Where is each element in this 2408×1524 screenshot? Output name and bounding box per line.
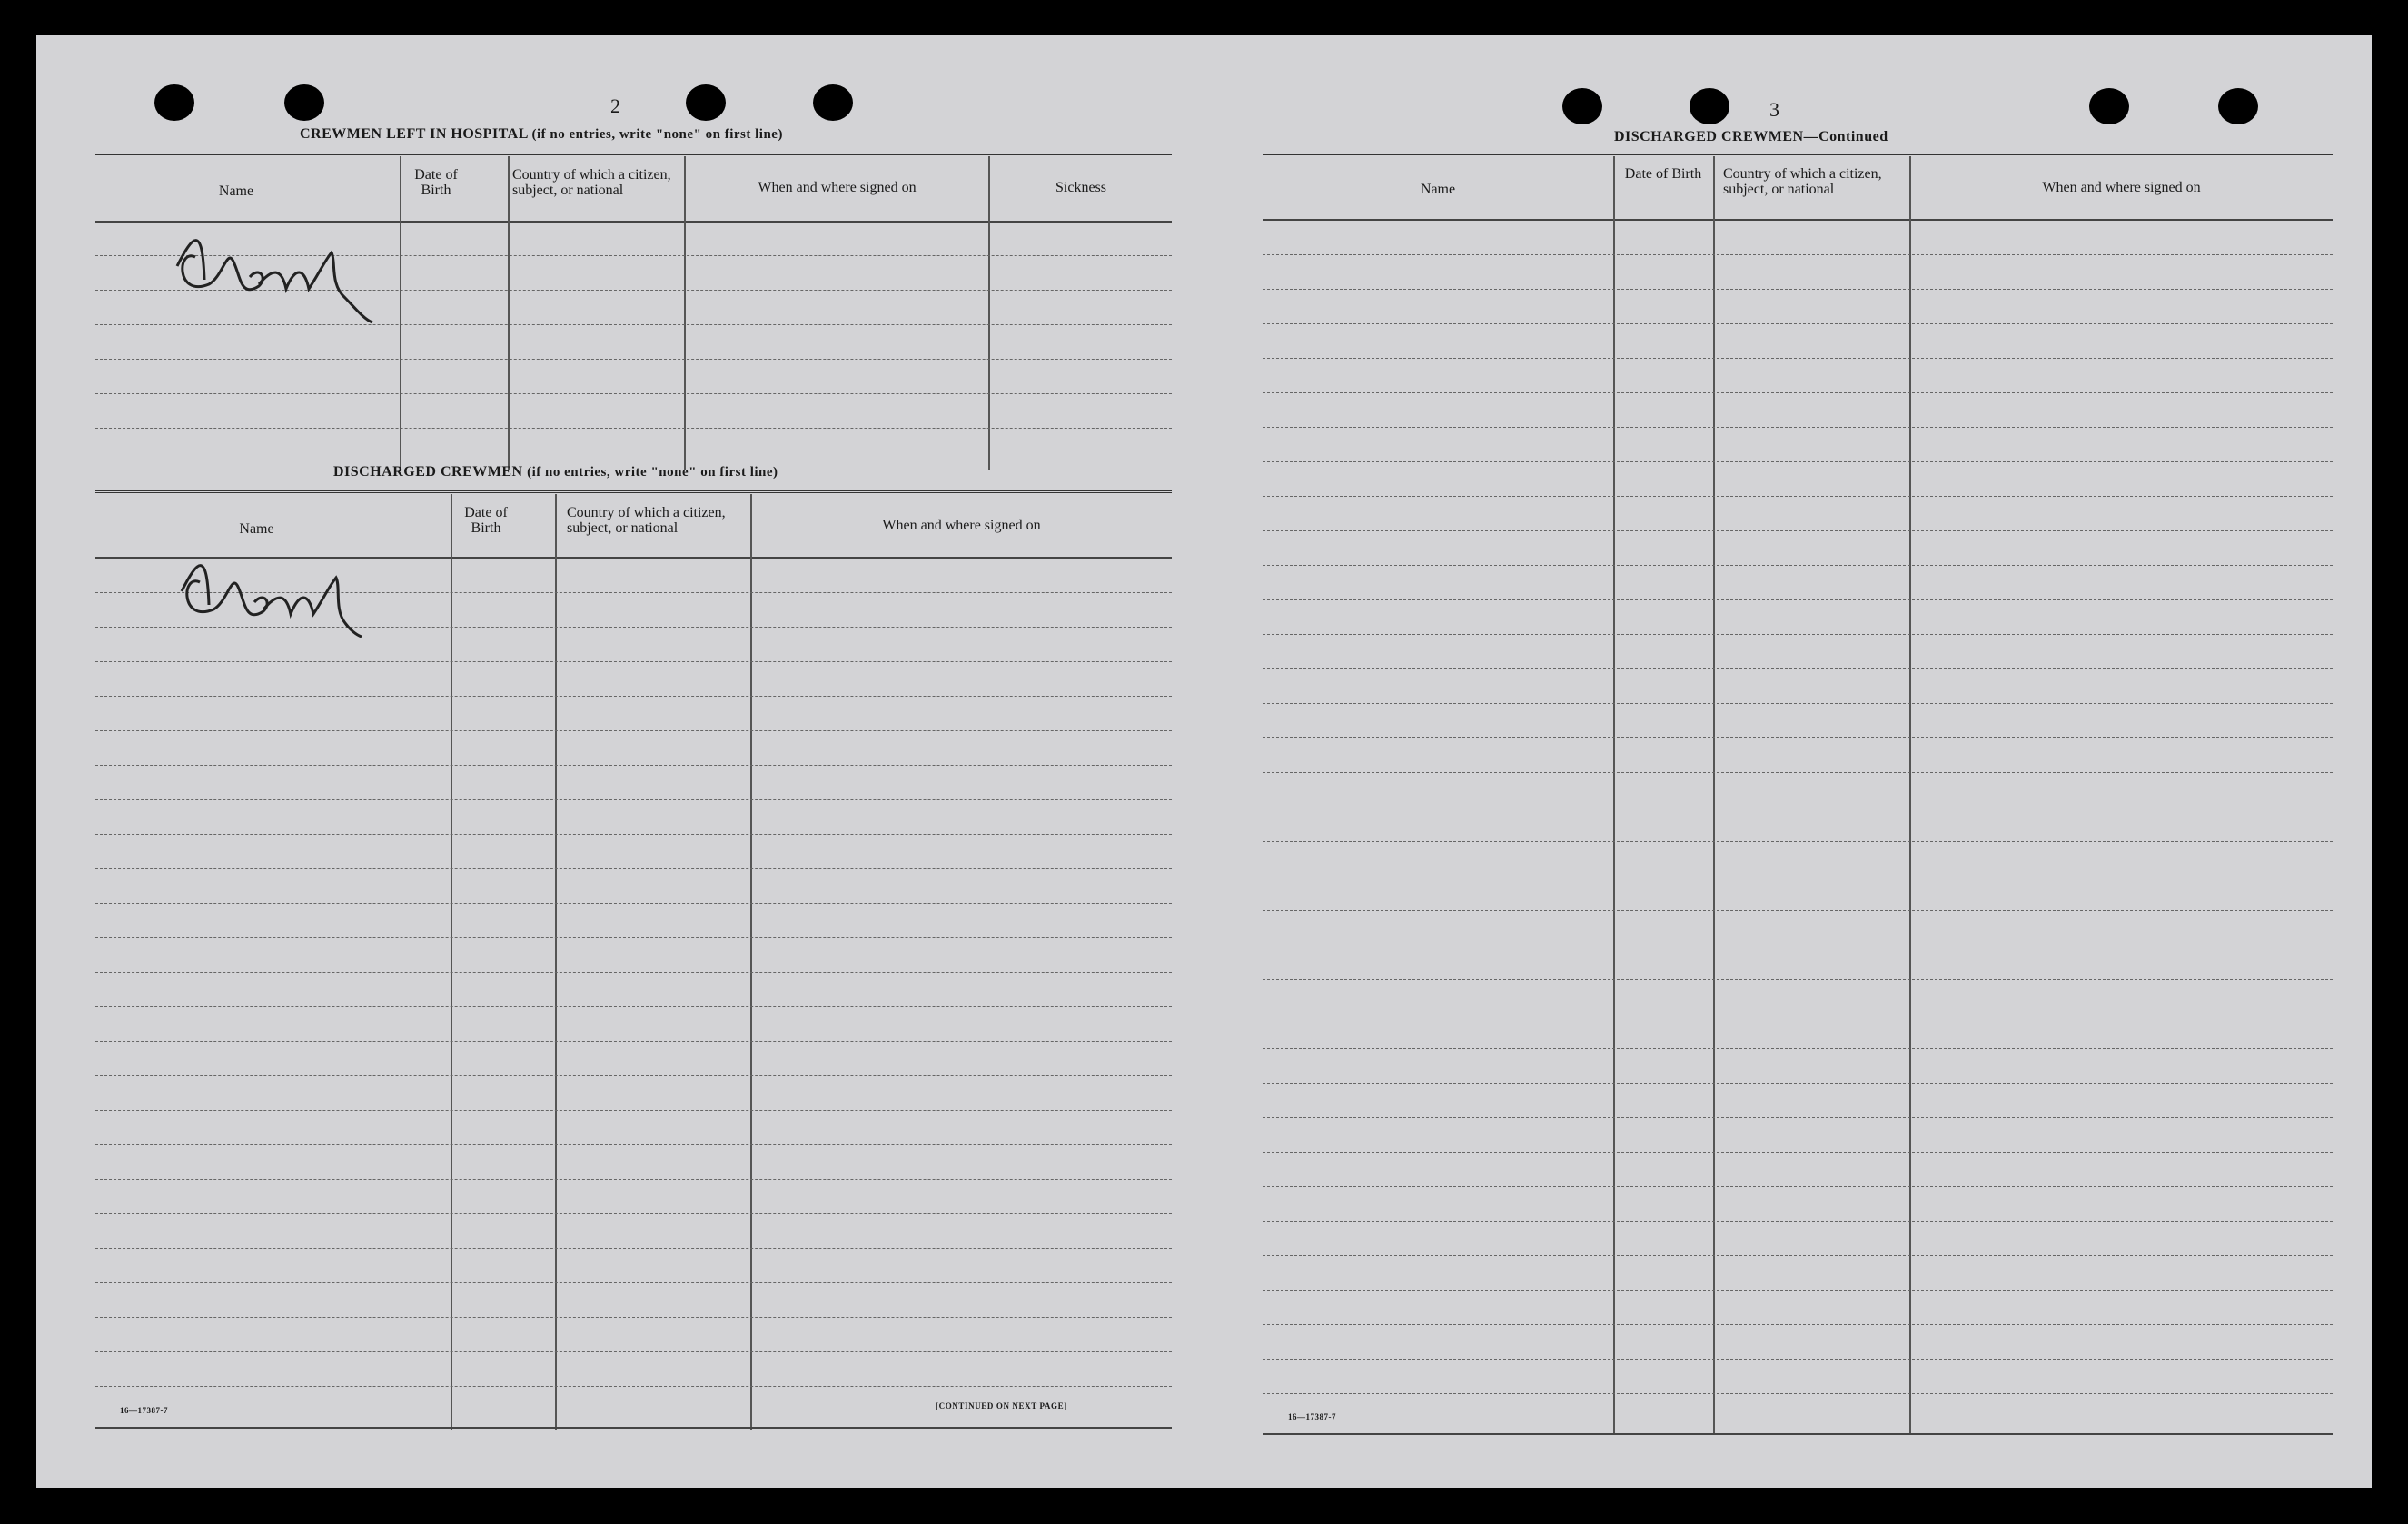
ruled-line [95,1248,1172,1249]
ruled-line [1263,910,2333,911]
ruled-line [95,937,1172,938]
right-col-dob: Date of Birth [1624,166,1702,182]
punch-hole [1690,88,1729,124]
ruled-line [1263,1255,2333,1256]
ruled-line [1263,1083,2333,1084]
continued-note: [CONTINUED ON NEXT PAGE] [936,1401,1067,1410]
ruled-line [95,868,1172,869]
page-number: 2 [610,94,620,117]
discharged-section-title [333,464,778,480]
hospital-title-text: CREWMEN LEFT IN HOSPITAL [300,126,529,142]
ruled-line [95,1213,1172,1214]
ruled-line [1263,772,2333,773]
discharged-col-dob: Date of Birth [464,505,508,536]
ruled-line [95,765,1172,766]
ruled-line [1263,1152,2333,1153]
ruled-line [1263,1393,2333,1394]
punch-hole [154,84,194,121]
right-col-signed: When and where signed on [2042,180,2201,195]
punch-hole [686,84,726,121]
ruled-line [1263,358,2333,359]
ruled-line [95,1144,1172,1145]
discharged-col-signed: When and where signed on [882,518,1041,533]
ruled-line [95,972,1172,973]
punch-hole [1562,88,1602,124]
ruled-line [95,730,1172,731]
punch-hole [2089,88,2129,124]
right-col-divider [1613,156,1615,1435]
ruled-line [95,799,1172,800]
right-section-title: DISCHARGED CREWMEN—Continued [1614,129,1888,144]
hospital-col-divider [988,156,990,470]
ruled-line [1263,737,2333,738]
ruled-line [1263,323,2333,324]
page-number: 3 [1769,98,1779,121]
ruled-line [1263,1186,2333,1187]
hospital-col-signed: When and where signed on [758,180,917,195]
ruled-line [1263,1359,2333,1360]
discharged-col-country: Country of which a citizen, subject, or national [567,505,726,536]
ruled-line [95,1351,1172,1352]
ruled-line [1263,461,2333,462]
punch-hole [2218,88,2258,124]
ruled-line [1263,1290,2333,1291]
ruled-line [1263,254,2333,255]
right-header-rule [1263,219,2333,221]
ruled-line [1263,668,2333,669]
ruled-line [95,903,1172,904]
form-number: 16—17387-7 [120,1406,168,1415]
discharged-col-divider [750,494,752,1430]
ruled-line [95,834,1172,835]
ruled-line [1263,1048,2333,1049]
ruled-line [1263,634,2333,635]
discharged-col-divider [451,494,452,1430]
ruled-line [1263,1324,2333,1325]
ruled-line [1263,289,2333,290]
ruled-line [1263,1117,2333,1118]
ruled-line [95,1386,1172,1387]
right-col-divider [1909,156,1911,1435]
punch-hole [813,84,853,121]
ruled-line [1263,979,2333,980]
hospital-col-country: Country of which a citizen, subject, or national [512,167,671,198]
hospital-col-name: Name [218,183,254,199]
handwritten-none-discharged [164,546,400,646]
hospital-col-sickness: Sickness [1055,180,1106,195]
ruled-line [95,696,1172,697]
punch-hole [284,84,324,121]
right-top-rule [1263,153,2333,155]
hospital-section-title [300,126,783,143]
hospital-col-divider [684,156,686,470]
ruled-line [95,1179,1172,1180]
hospital-instruction: (if no entries, write "none" on first line) [531,127,783,142]
ruled-line [95,393,1172,394]
discharged-col-divider [555,494,557,1430]
ruled-line [95,359,1172,360]
ruled-line [95,1075,1172,1076]
discharged-instruction: (if no entries, write "none" on first line) [527,465,778,480]
right-col-divider [1713,156,1715,1435]
hospital-top-rule [95,153,1172,155]
ruled-line [1263,427,2333,428]
handwritten-none-hospital [159,212,404,330]
ruled-line [95,428,1172,429]
ruled-line [1263,599,2333,600]
discharged-top-rule [95,490,1172,493]
ruled-line [1263,530,2333,531]
ruled-line [1263,841,2333,842]
ruled-line [1263,565,2333,566]
ruled-line [1263,496,2333,497]
ruled-line [1263,703,2333,704]
ruled-line [95,661,1172,662]
discharged-col-name: Name [239,521,274,537]
ruled-line [95,1041,1172,1042]
right-col-name: Name [1420,182,1456,197]
right-col-country: Country of which a citizen, subject, or national [1723,166,1882,197]
ruled-line [1263,1221,2333,1222]
left-bottom-rule [95,1427,1172,1429]
form-number: 16—17387-7 [1288,1412,1336,1421]
ruled-line [1263,392,2333,393]
discharged-title-text: DISCHARGED CREWMEN [333,464,523,480]
right-bottom-rule [1263,1433,2333,1435]
document-sheet [36,35,2372,1488]
hospital-col-dob: Date of Birth [414,167,458,198]
ruled-line [95,1006,1172,1007]
ruled-line [95,1317,1172,1318]
ruled-line [95,1282,1172,1283]
hospital-col-divider [508,156,510,470]
ruled-line [95,1110,1172,1111]
